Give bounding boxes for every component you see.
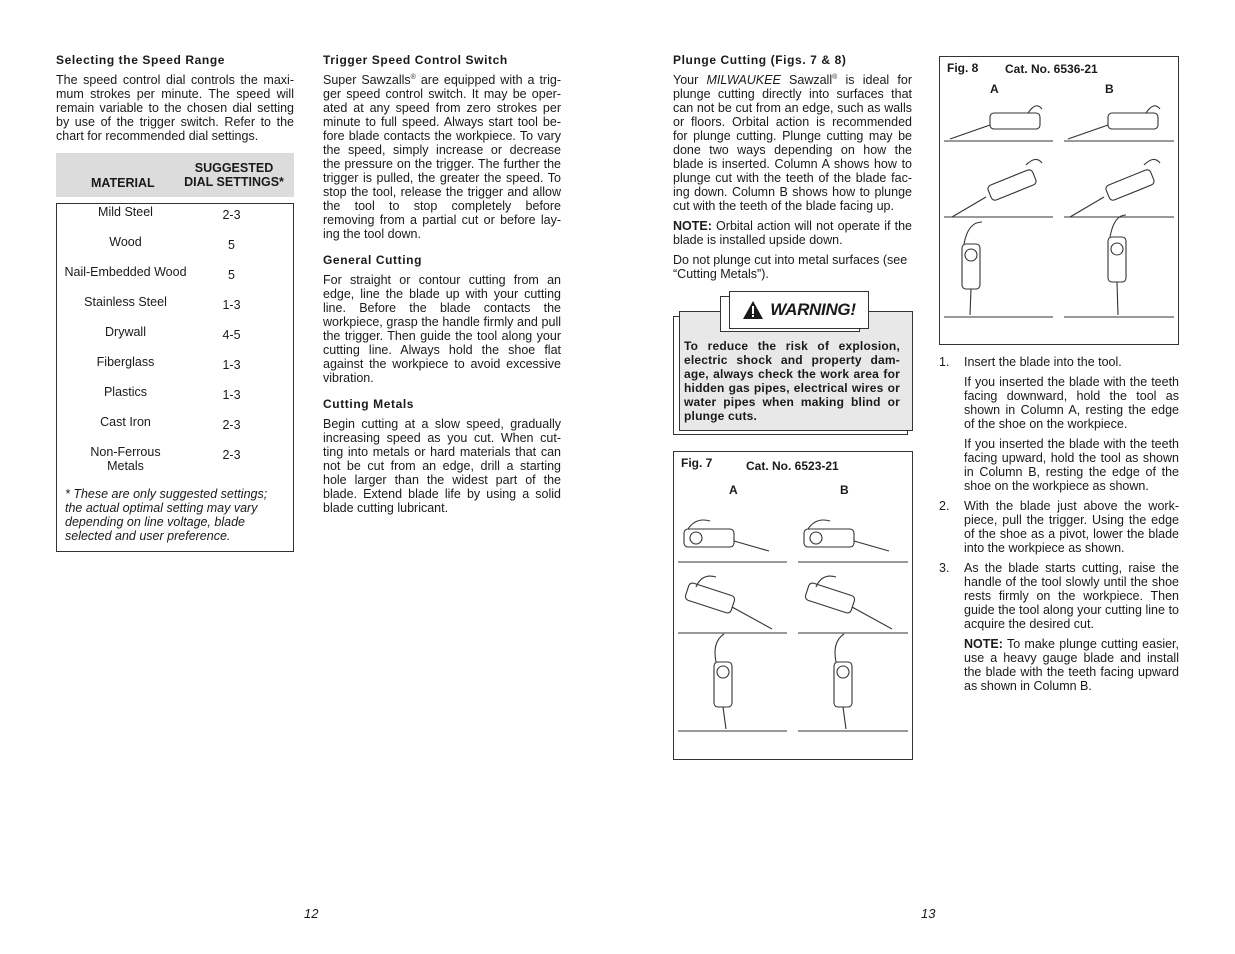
trigger-body: Super Sawzalls® are equipped with a trig-ger speed control switch. It may be oper-ated at any speed from zero strokes per minute to full speed. Always start tool be-fore blade contacts the workpiece. To vary the speed, simply increase or decrease the pressure on the trigger. The further the trigger is pulled, the greater the speed. To stop the tool, release the trigger and allow the tool to stop completely before removing from a partial cut or before lay-ing the tool down. xyxy=(323,73,561,241)
speed-range-body: The speed control dial controls the maxi-mum strokes per minute. The speed will remain variable to the chosen dial setting by use of the trigger switch. Refer to the chart for recommended dial settings. xyxy=(56,73,294,143)
cutting-metals-heading: Cutting Metals xyxy=(323,397,415,411)
registered-mark: ® xyxy=(410,73,416,81)
setting-cell: 1-3 xyxy=(222,388,241,402)
list-item: 3. As the blade starts cutting, raise the handle of the tool slowly until the shoe rests firmly on the workpiece. Then guide the tool along your cutting line to acquire the desired cut. NOTE: To make plunge cutting easier, use a heavy gauge blade and install the blade with the teeth facing upward as shown in Column B. xyxy=(939,561,1179,693)
brand-name: MILWAUKEE xyxy=(706,73,781,87)
setting-cell: 1-3 xyxy=(222,358,241,372)
column-plunge-cutting xyxy=(673,53,912,760)
table-row xyxy=(57,325,293,355)
column-a-label: A xyxy=(729,483,738,497)
catalog-number: Cat. No. 6536-21 xyxy=(1005,62,1098,76)
page-number-left: 12 xyxy=(304,906,319,921)
material-cell: Stainless Steel xyxy=(84,295,167,309)
cutting-metals-body: Begin cutting at a slow speed, gradually increasing speed as you cut. When cut-ting into metals or hard materials that can not be cut from an edge, drill a starting hole larger than the widest part of the blade. Extend blade life by using a solid blade cutting lubricant. xyxy=(323,417,561,515)
dial-settings-column-header: SUGGESTED DIAL SETTINGS* xyxy=(184,161,284,189)
general-cutting-body: For straight or contour cutting from an edge, line the blade up with your cutting line. Before the blade contacts the workpiece, grasp the handle firmly and pull the trigger. Then guide the tool along your cutting line. Always hold the shoe flat against the workpiece to avoid excessive vibration. xyxy=(323,273,561,385)
figure-7 xyxy=(673,451,913,760)
page-number-right: 13 xyxy=(921,906,936,921)
table-row xyxy=(57,385,293,415)
column-b-label: B xyxy=(1105,82,1114,96)
catalog-number: Cat. No. 6523-21 xyxy=(746,459,839,473)
table-row xyxy=(57,295,293,325)
figure-8 xyxy=(939,56,1179,345)
speed-settings-table xyxy=(56,203,294,552)
table-row xyxy=(57,205,293,235)
plunge-heading: Plunge Cutting (Figs. 7 & 8) xyxy=(673,53,847,67)
table-row xyxy=(57,235,293,265)
plunge-tip-note: NOTE: To make plunge cutting easier, use a heavy gauge blade and install the blade with the teeth facing upward as shown in Column B. xyxy=(964,637,1179,693)
setting-cell: 1-3 xyxy=(222,298,241,312)
sawzall-plunge-cut-illustration xyxy=(674,507,912,757)
speed-range-heading: Selecting the Speed Range xyxy=(56,53,226,67)
setting-cell: 2-3 xyxy=(222,208,241,222)
sawzall-plunge-cut-illustration xyxy=(940,99,1178,339)
general-cutting-heading: General Cutting xyxy=(323,253,423,267)
setting-cell: 2-3 xyxy=(222,418,241,432)
table-row xyxy=(57,445,293,485)
table-row xyxy=(57,355,293,385)
column-speed-range xyxy=(56,53,294,552)
registered-mark: ® xyxy=(832,73,838,81)
warning-text: To reduce the risk of explosion, electric shock and property dam-age, always check the work area for hidden gas pipes, electrical wires or water pipes when making blind or plunge cuts. xyxy=(684,339,900,423)
setting-cell: 4-5 xyxy=(222,328,241,342)
material-cell: Non-Ferrous Metals xyxy=(90,445,161,473)
list-item: 2. With the blade just above the work-piece, pull the trigger. Using the edge of the shoe as a pivot, lower the blade into the workpiece as shown. xyxy=(939,499,1179,555)
setting-cell: 2-3 xyxy=(222,448,241,462)
metal-caution: Do not plunge cut into metal surfaces (see “Cutting Metals”). xyxy=(673,253,908,281)
material-cell: Drywall xyxy=(105,325,146,339)
figure-label: Fig. 7 xyxy=(681,456,713,470)
material-column-header: MATERIAL xyxy=(91,176,155,190)
setting-cell: 5 xyxy=(228,238,235,252)
table-row xyxy=(57,265,293,295)
plunge-steps-list xyxy=(939,355,1179,693)
material-cell: Plastics xyxy=(103,385,148,399)
column-b-label: B xyxy=(840,483,849,497)
material-cell: Cast Iron xyxy=(100,415,151,429)
column-cutting xyxy=(323,53,561,521)
warning-triangle-icon xyxy=(742,300,764,320)
orbital-note: NOTE: Orbital action will not operate if the blade is installed upside down. xyxy=(673,219,912,247)
setting-cell: 5 xyxy=(228,268,235,282)
plunge-body: Your MILWAUKEE Sawzall® is ideal for plunge cutting directly into surfaces that can not be cut from an edge, such as walls or floors. Orbital action is recommended for plunge cutting. Plunge cutting may be done two ways depending on how the blade is inserted. Column A shows how to plunge cut with the teeth of the blade fac-ing down. Column B shows how to plunge cut with the teeth of the blade facing up. xyxy=(673,73,912,213)
material-cell: Nail-Embedded Wood xyxy=(64,265,187,279)
warning-box xyxy=(673,291,912,439)
column-plunge-steps xyxy=(939,56,1179,699)
warning-title: WARNING! xyxy=(770,300,856,319)
trigger-heading: Trigger Speed Control Switch xyxy=(323,53,508,67)
column-a-label: A xyxy=(990,82,999,96)
table-row xyxy=(57,415,293,445)
table-footnote: * These are only suggested settings; the actual optimal setting may vary depending on line voltage, blade selected and user preference. xyxy=(65,487,268,543)
list-item: 1. Insert the blade into the tool. If you inserted the blade with the teeth facing downward, hold the tool as shown in Column A, resting the edge of the shoe on the workpiece. If you inserted the blade with the teeth facing upward, hold the tool as shown in Column B, resting the edge of the shoe on the workpiece as shown. xyxy=(939,355,1179,493)
material-cell: Mild Steel xyxy=(98,205,153,219)
speed-table-header xyxy=(56,153,294,197)
warning-label xyxy=(729,291,869,329)
material-cell: Fiberglass xyxy=(96,355,155,369)
figure-label: Fig. 8 xyxy=(947,61,979,75)
material-cell: Wood xyxy=(109,235,142,249)
